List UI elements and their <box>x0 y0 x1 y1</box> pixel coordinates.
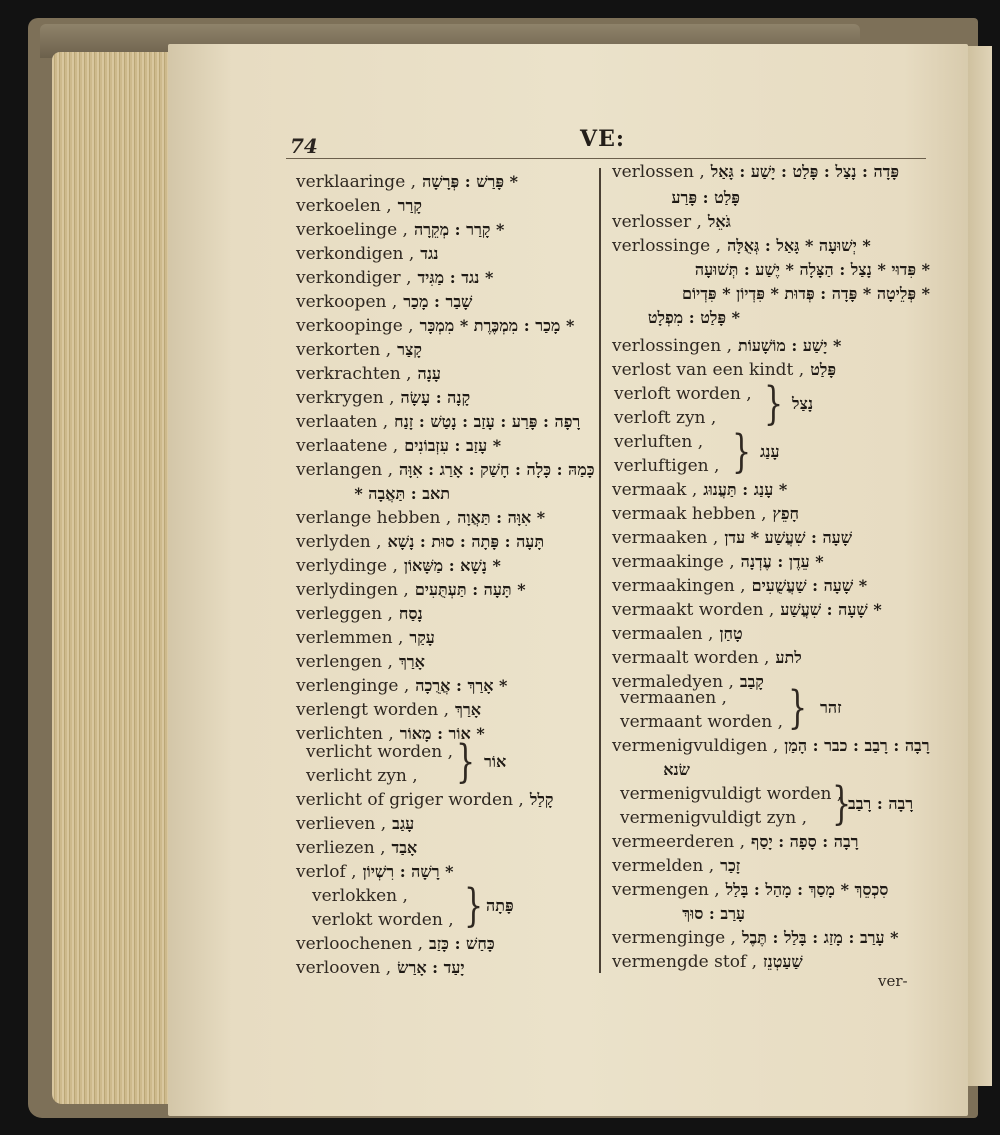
entry-term: verlieven , <box>296 814 387 834</box>
entry-hebrew: * אָרַךְ : אֲרֻכָה <box>415 676 508 695</box>
dictionary-entry <box>296 170 518 194</box>
entry-term: verluftigen , <box>614 456 720 476</box>
entry-hebrew: * נָשָׁא : מַשָּׁאוֹן <box>403 556 501 575</box>
entry-hebrew: * רָשָׁה : רִשְׁיוֹן <box>362 862 454 881</box>
catchword: ver- <box>878 972 908 990</box>
grouping-brace: } <box>832 778 852 831</box>
entry-hebrew: שַׁעַטְנֵז <box>763 952 803 971</box>
grouping-brace: } <box>788 682 808 735</box>
dictionary-entry <box>296 242 438 266</box>
entry-continuation: שׂנא <box>663 760 690 779</box>
entry-term: verloft worden , <box>614 384 752 404</box>
dictionary-entry <box>612 502 799 526</box>
grouped-entries <box>312 880 514 933</box>
dictionary-entry <box>612 926 899 950</box>
dictionary-entry <box>296 812 414 836</box>
entry-term: verluften , <box>614 432 704 452</box>
entry-term: vermaanen , <box>620 688 727 708</box>
entry-term: vermaakingen , <box>612 576 746 596</box>
next-page-edge <box>968 46 992 1086</box>
dictionary-entry <box>296 362 441 386</box>
entry-hebrew: * אוֹר : מָאוֹר <box>399 724 485 743</box>
dictionary-entry <box>296 674 507 698</box>
entry-hebrew: כָּחַשׁ : כָּזַב <box>429 934 495 953</box>
page-edges <box>52 52 180 1104</box>
dictionary-entry <box>296 932 495 956</box>
entry-hebrew: * עָרַב : מָזַג : בָּלַל : תֶּבֶל <box>741 928 899 947</box>
page-number: 74 <box>290 134 318 158</box>
entry-term: verkrygen , <box>296 388 395 408</box>
entry-hebrew: נגד <box>420 244 439 263</box>
entry-hebrew: פָּדָה : נָצַל : פָּלַט : יָשַׁע : גָּאַל <box>710 162 900 181</box>
entry-hebrew: גֹּאֵל <box>707 212 731 231</box>
column-divider <box>599 168 601 973</box>
entry-hebrew: רָבָה : רָבַב <box>848 794 914 813</box>
dictionary-entry <box>296 554 501 578</box>
entry-term: verlicht of griger worden , <box>296 790 524 810</box>
entry-term: verklaaringe , <box>296 172 417 192</box>
dictionary-entry <box>612 478 787 502</box>
entry-continuation: * פִּדוּי * נָצַל : הַצָּלָה * יֶשַׁע : תְּשׁוּעָה <box>694 260 930 279</box>
entry-term: verlaatene , <box>296 436 399 456</box>
dictionary-entry <box>296 314 574 338</box>
entry-hebrew: * עָזַב : עִזְבוֹנִים <box>404 436 502 455</box>
grouping-brace: } <box>456 736 476 789</box>
dictionary-entry <box>296 650 425 674</box>
entry-term: vermenginge , <box>612 928 736 948</box>
entry-term: verleggen , <box>296 604 393 624</box>
dictionary-entry <box>296 578 526 602</box>
dictionary-entry <box>296 860 454 884</box>
entry-term: verlokt worden , <box>312 910 454 930</box>
dictionary-entry <box>612 550 824 574</box>
dictionary-entry <box>612 854 740 878</box>
entry-term: verkondigen , <box>296 244 415 264</box>
entry-hebrew: יָעַד : אָרַשׂ <box>397 958 465 977</box>
entry-term: verkoelen , <box>296 196 392 216</box>
dictionary-entry <box>296 410 580 434</box>
entry-term: verkoopinge , <box>296 316 414 336</box>
dictionary-entry <box>612 160 899 184</box>
page-header-title: VE: <box>580 126 625 152</box>
entry-term: verlossinge , <box>612 236 722 256</box>
entry-term: verlengt worden , <box>296 700 449 720</box>
entry-term: verlicht worden , <box>306 742 453 762</box>
entry-hebrew: אוֹר <box>484 752 507 771</box>
entry-term: verlossingen , <box>612 336 732 356</box>
entry-hebrew: קָלַל <box>529 790 554 809</box>
entry-hebrew: * עֵדֶן : עֶדְנָה <box>740 552 824 571</box>
dictionary-entry <box>612 598 882 622</box>
entry-hebrew: קָצַר <box>397 340 422 359</box>
entry-term: vermeerderen , <box>612 832 746 852</box>
entry-term: verkoelinge , <box>296 220 408 240</box>
entry-hebrew: * שָׁעָה : שַׁעֲשֻׁעִים <box>751 576 868 595</box>
entry-hebrew: נָצַל <box>792 394 814 413</box>
dictionary-entry <box>612 622 743 646</box>
entry-term: verlossen , <box>612 162 705 182</box>
dictionary-entry <box>612 734 930 758</box>
entry-hebrew: טָחַן <box>719 624 743 643</box>
entry-hebrew: עָקַר <box>409 628 435 647</box>
entry-hebrew: תָּעָה : פָּתָה : סוּת : נָשָׁא <box>387 532 545 551</box>
entry-hebrew: * אִוָּה : תַּאֲוָה <box>457 508 546 527</box>
entry-term: verlooven , <box>296 958 392 978</box>
dictionary-entry <box>612 878 888 902</box>
entry-term: verlichten , <box>296 724 394 744</box>
entry-term: vermaakt worden , <box>612 600 775 620</box>
dictionary-entry <box>296 836 417 860</box>
entry-term: verlaaten , <box>296 412 389 432</box>
dictionary-entry <box>296 788 553 812</box>
entry-hebrew: שָׁבַר : מָכַר <box>403 292 473 311</box>
entry-hebrew: שָׁעָה : שִׁעֲשַׁע * עדן <box>724 528 853 547</box>
entry-hebrew: לתע <box>775 648 802 667</box>
entry-hebrew: קָבַב <box>739 672 764 691</box>
entry-hebrew: * שָׁעָה : שִׁעֲשַׁע <box>780 600 882 619</box>
entry-hebrew: * קָרַר : מְקֵרָה <box>413 220 505 239</box>
dictionary-entry <box>296 434 501 458</box>
grouping-brace: } <box>732 426 752 479</box>
dictionary-entry <box>296 218 504 242</box>
entry-term: vermenigvuldigt zyn , <box>620 808 807 828</box>
entry-hebrew: רָבָה : סָפָה : יָסַף <box>751 832 859 851</box>
entry-term: vermaledyen , <box>612 672 734 692</box>
entry-hebrew: * נגד : מַגִּיד <box>417 268 494 287</box>
grouped-entries <box>620 778 914 831</box>
dictionary-entry <box>612 830 859 854</box>
entry-term: verlokken , <box>312 886 408 906</box>
entry-term: vermaakinge , <box>612 552 735 572</box>
grouped-entries <box>614 378 814 431</box>
entry-term: verlydinge , <box>296 556 398 576</box>
entry-hebrew: פָּתָה <box>486 896 514 915</box>
entry-term: verlicht zyn , <box>306 766 418 786</box>
entry-hebrew: נָסַח <box>398 604 423 623</box>
dictionary-entry <box>296 956 465 980</box>
entry-continuation: * פְּלֵיטָה * פָּדָה : פְּדוּת * פִּדְיוֹן * פִּדְיוֹם <box>681 284 930 303</box>
entry-term: verloochenen , <box>296 934 423 954</box>
grouped-entries <box>620 682 842 735</box>
grouped-entries <box>614 426 780 479</box>
entry-hebrew: * פָּרַשׁ : פְּרָשָׁה <box>422 172 519 191</box>
entry-hebrew: סִכְסֵךְ * מָסַךְ : מָהַל : בָּלַל <box>725 880 889 899</box>
entry-term: vermengde stof , <box>612 952 758 972</box>
dictionary-entry <box>296 530 544 554</box>
dictionary-entry <box>296 386 470 410</box>
entry-term: verlyden , <box>296 532 382 552</box>
entry-hebrew: עָנָה <box>417 364 441 383</box>
entry-hebrew: קָרַר <box>397 196 422 215</box>
entry-hebrew: * עָנַג : תַּעֲנוּג <box>703 480 788 499</box>
entry-term: verlenginge , <box>296 676 410 696</box>
entry-term: verkrachten , <box>296 364 412 384</box>
entry-term: vermelden , <box>612 856 715 876</box>
entry-term: verkondiger , <box>296 268 412 288</box>
entry-hebrew: קָנָה : עָשָׂה <box>400 388 471 407</box>
dictionary-entry <box>612 526 852 550</box>
entry-hebrew: * מָכַר : מִמְכֶּרֶת * מִמְכָּר <box>419 316 575 335</box>
entry-term: verlost van een kindt , <box>612 360 805 380</box>
dictionary-entry <box>612 646 802 670</box>
entry-term: vermaalen , <box>612 624 714 644</box>
entry-hebrew: עָגַב <box>392 814 415 833</box>
dictionary-entry <box>296 698 481 722</box>
dictionary-entry <box>296 458 595 482</box>
entry-term: vermaalt worden , <box>612 648 770 668</box>
entry-term: verkorten , <box>296 340 392 360</box>
entry-term: verliezen , <box>296 838 386 858</box>
entry-term: vermaak hebben , <box>612 504 767 524</box>
entry-hebrew: * יְשׁוּעָה * גָּאַל : גְּאֻלָּה <box>727 236 871 255</box>
entry-hebrew: זָכַר <box>720 856 741 875</box>
grouping-brace: } <box>764 378 784 431</box>
entry-hebrew: כָּמַהּ : כָּלָה : חָשַׁק : אָרַג : אִוָּה <box>399 460 595 479</box>
entry-hebrew: אָרַךְ <box>398 652 425 671</box>
dictionary-entry <box>296 290 472 314</box>
entry-term: vermengen , <box>612 880 720 900</box>
entry-term: verkoopen , <box>296 292 398 312</box>
entry-hebrew: פָּלַט <box>810 360 837 379</box>
dictionary-entry <box>612 334 841 358</box>
entry-continuation: עָרַב : סוּךְ <box>682 904 745 923</box>
entry-hebrew: זהר <box>820 698 842 717</box>
entry-term: vermaaken , <box>612 528 719 548</box>
dictionary-entry <box>612 210 731 234</box>
entry-continuation: פָּלַט : פָּרַע <box>671 188 740 207</box>
dictionary-entry <box>612 950 803 974</box>
entry-term: verloft zyn , <box>614 408 717 428</box>
grouped-entries <box>306 736 507 789</box>
entry-hebrew: * יָשַׁע : מוֹשָׁעוֹת <box>738 336 842 355</box>
dictionary-entry <box>612 574 867 598</box>
dictionary-entry <box>296 602 423 626</box>
entry-hebrew: רָבָה : רָבַב : כבר : הָמַן <box>784 736 930 755</box>
entry-term: verlosser , <box>612 212 702 232</box>
entry-term: vermaant worden , <box>620 712 783 732</box>
dictionary-entry <box>296 506 545 530</box>
entry-hebrew: עָנַג <box>760 442 780 461</box>
entry-hebrew: אָבַד <box>391 838 418 857</box>
grouping-brace: } <box>464 880 484 933</box>
entry-term: verlof , <box>296 862 357 882</box>
entry-hebrew: חָפֵץ <box>772 504 799 523</box>
dictionary-entry <box>296 626 435 650</box>
dictionary-entry <box>296 338 422 362</box>
entry-term: verlydingen , <box>296 580 409 600</box>
header-rule <box>286 158 926 159</box>
entry-hebrew: רָפָה : פָּרַע : עָזַב : נָטַשׁ : זָנַח <box>394 412 581 431</box>
entry-term: verlengen , <box>296 652 393 672</box>
dictionary-entry <box>296 194 422 218</box>
entry-term: verlangen , <box>296 460 394 480</box>
entry-term: verlemmen , <box>296 628 404 648</box>
entry-hebrew: * תָּעָה : תַּעְתֻּעִים <box>414 580 526 599</box>
entry-term: verlange hebben , <box>296 508 452 528</box>
entry-term: vermaak , <box>612 480 698 500</box>
entry-term: vermenigvuldigt worden , <box>620 784 843 804</box>
dictionary-entry <box>612 358 836 382</box>
entry-continuation: * פָּלַט : מִפְלָט <box>647 308 740 327</box>
dictionary-entry <box>612 234 871 258</box>
entry-hebrew: אָרַךְ <box>454 700 481 719</box>
dictionary-entry <box>296 266 493 290</box>
entry-continuation: תאב : תַּאֲבָה * <box>354 484 450 503</box>
entry-term: vermenigvuldigen , <box>612 736 779 756</box>
